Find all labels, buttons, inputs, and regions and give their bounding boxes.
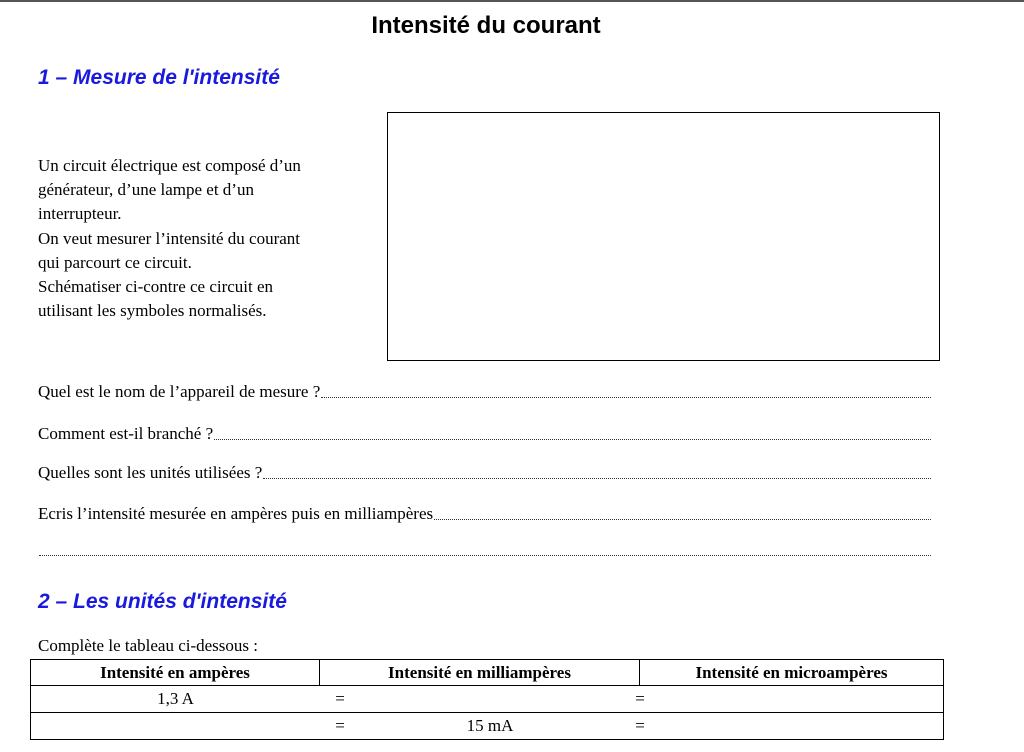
header-amperes: Intensité en ampères	[31, 660, 320, 686]
intro-line: interrupteur.	[38, 204, 122, 224]
section-heading-1: 1 – Mesure de l'intensité	[38, 66, 280, 89]
page-title: Intensité du courant	[371, 12, 601, 39]
units-table	[30, 659, 944, 740]
question-line[interactable]	[38, 540, 931, 560]
answer-dots[interactable]	[434, 504, 931, 520]
equals-sign: =	[335, 716, 345, 735]
table-row-cell	[31, 686, 944, 713]
table-row	[31, 713, 944, 740]
intro-line: utilisant les symboles normalisés.	[38, 301, 267, 321]
question-text: Quel est le nom de l’appareil de mesure ?	[38, 382, 321, 401]
header-milliamperes: Intensité en milliampères	[320, 660, 640, 686]
table-row-cell	[31, 713, 944, 740]
table-row	[31, 686, 944, 713]
circuit-drawing-box[interactable]	[387, 112, 940, 361]
intro-line: Schématiser ci-contre ce circuit en	[38, 277, 274, 297]
intro-paragraph	[38, 154, 378, 323]
intro-line: générateur, d’une lampe et d’un	[38, 180, 254, 200]
equals-sign: =	[635, 716, 645, 735]
question-text: Quelles sont les unités utilisées ?	[38, 463, 263, 482]
page-top-border	[0, 0, 1024, 2]
question-line[interactable]	[38, 504, 931, 524]
value-milliamperes[interactable]: 15 mA	[466, 716, 514, 735]
intro-line: On veut mesurer l’intensité du courant	[38, 228, 301, 248]
intro-line: qui parcourt ce circuit.	[38, 252, 192, 272]
value-amperes[interactable]: 1,3 A	[157, 689, 194, 708]
equals-sign: =	[635, 689, 645, 708]
answer-dots[interactable]	[263, 463, 931, 479]
equals-sign: =	[335, 689, 345, 708]
intro-line: Un circuit électrique est composé d’un	[38, 156, 301, 175]
answer-dots[interactable]	[214, 424, 931, 440]
question-line[interactable]	[38, 424, 931, 444]
question-text: Comment est-il branché ?	[38, 424, 214, 443]
answer-dots[interactable]	[39, 540, 931, 556]
header-microamperes: Intensité en microampères	[640, 660, 944, 686]
question-text: Ecris l’intensité mesurée en ampères puis en milliampères	[38, 504, 434, 523]
question-line[interactable]	[38, 382, 931, 402]
table-instruction: Complète le tableau ci-dessous :	[38, 636, 258, 655]
table-header-row	[31, 660, 944, 686]
answer-dots[interactable]	[321, 382, 931, 398]
question-line[interactable]	[38, 463, 931, 483]
section-heading-2: 2 – Les unités d'intensité	[38, 590, 287, 613]
